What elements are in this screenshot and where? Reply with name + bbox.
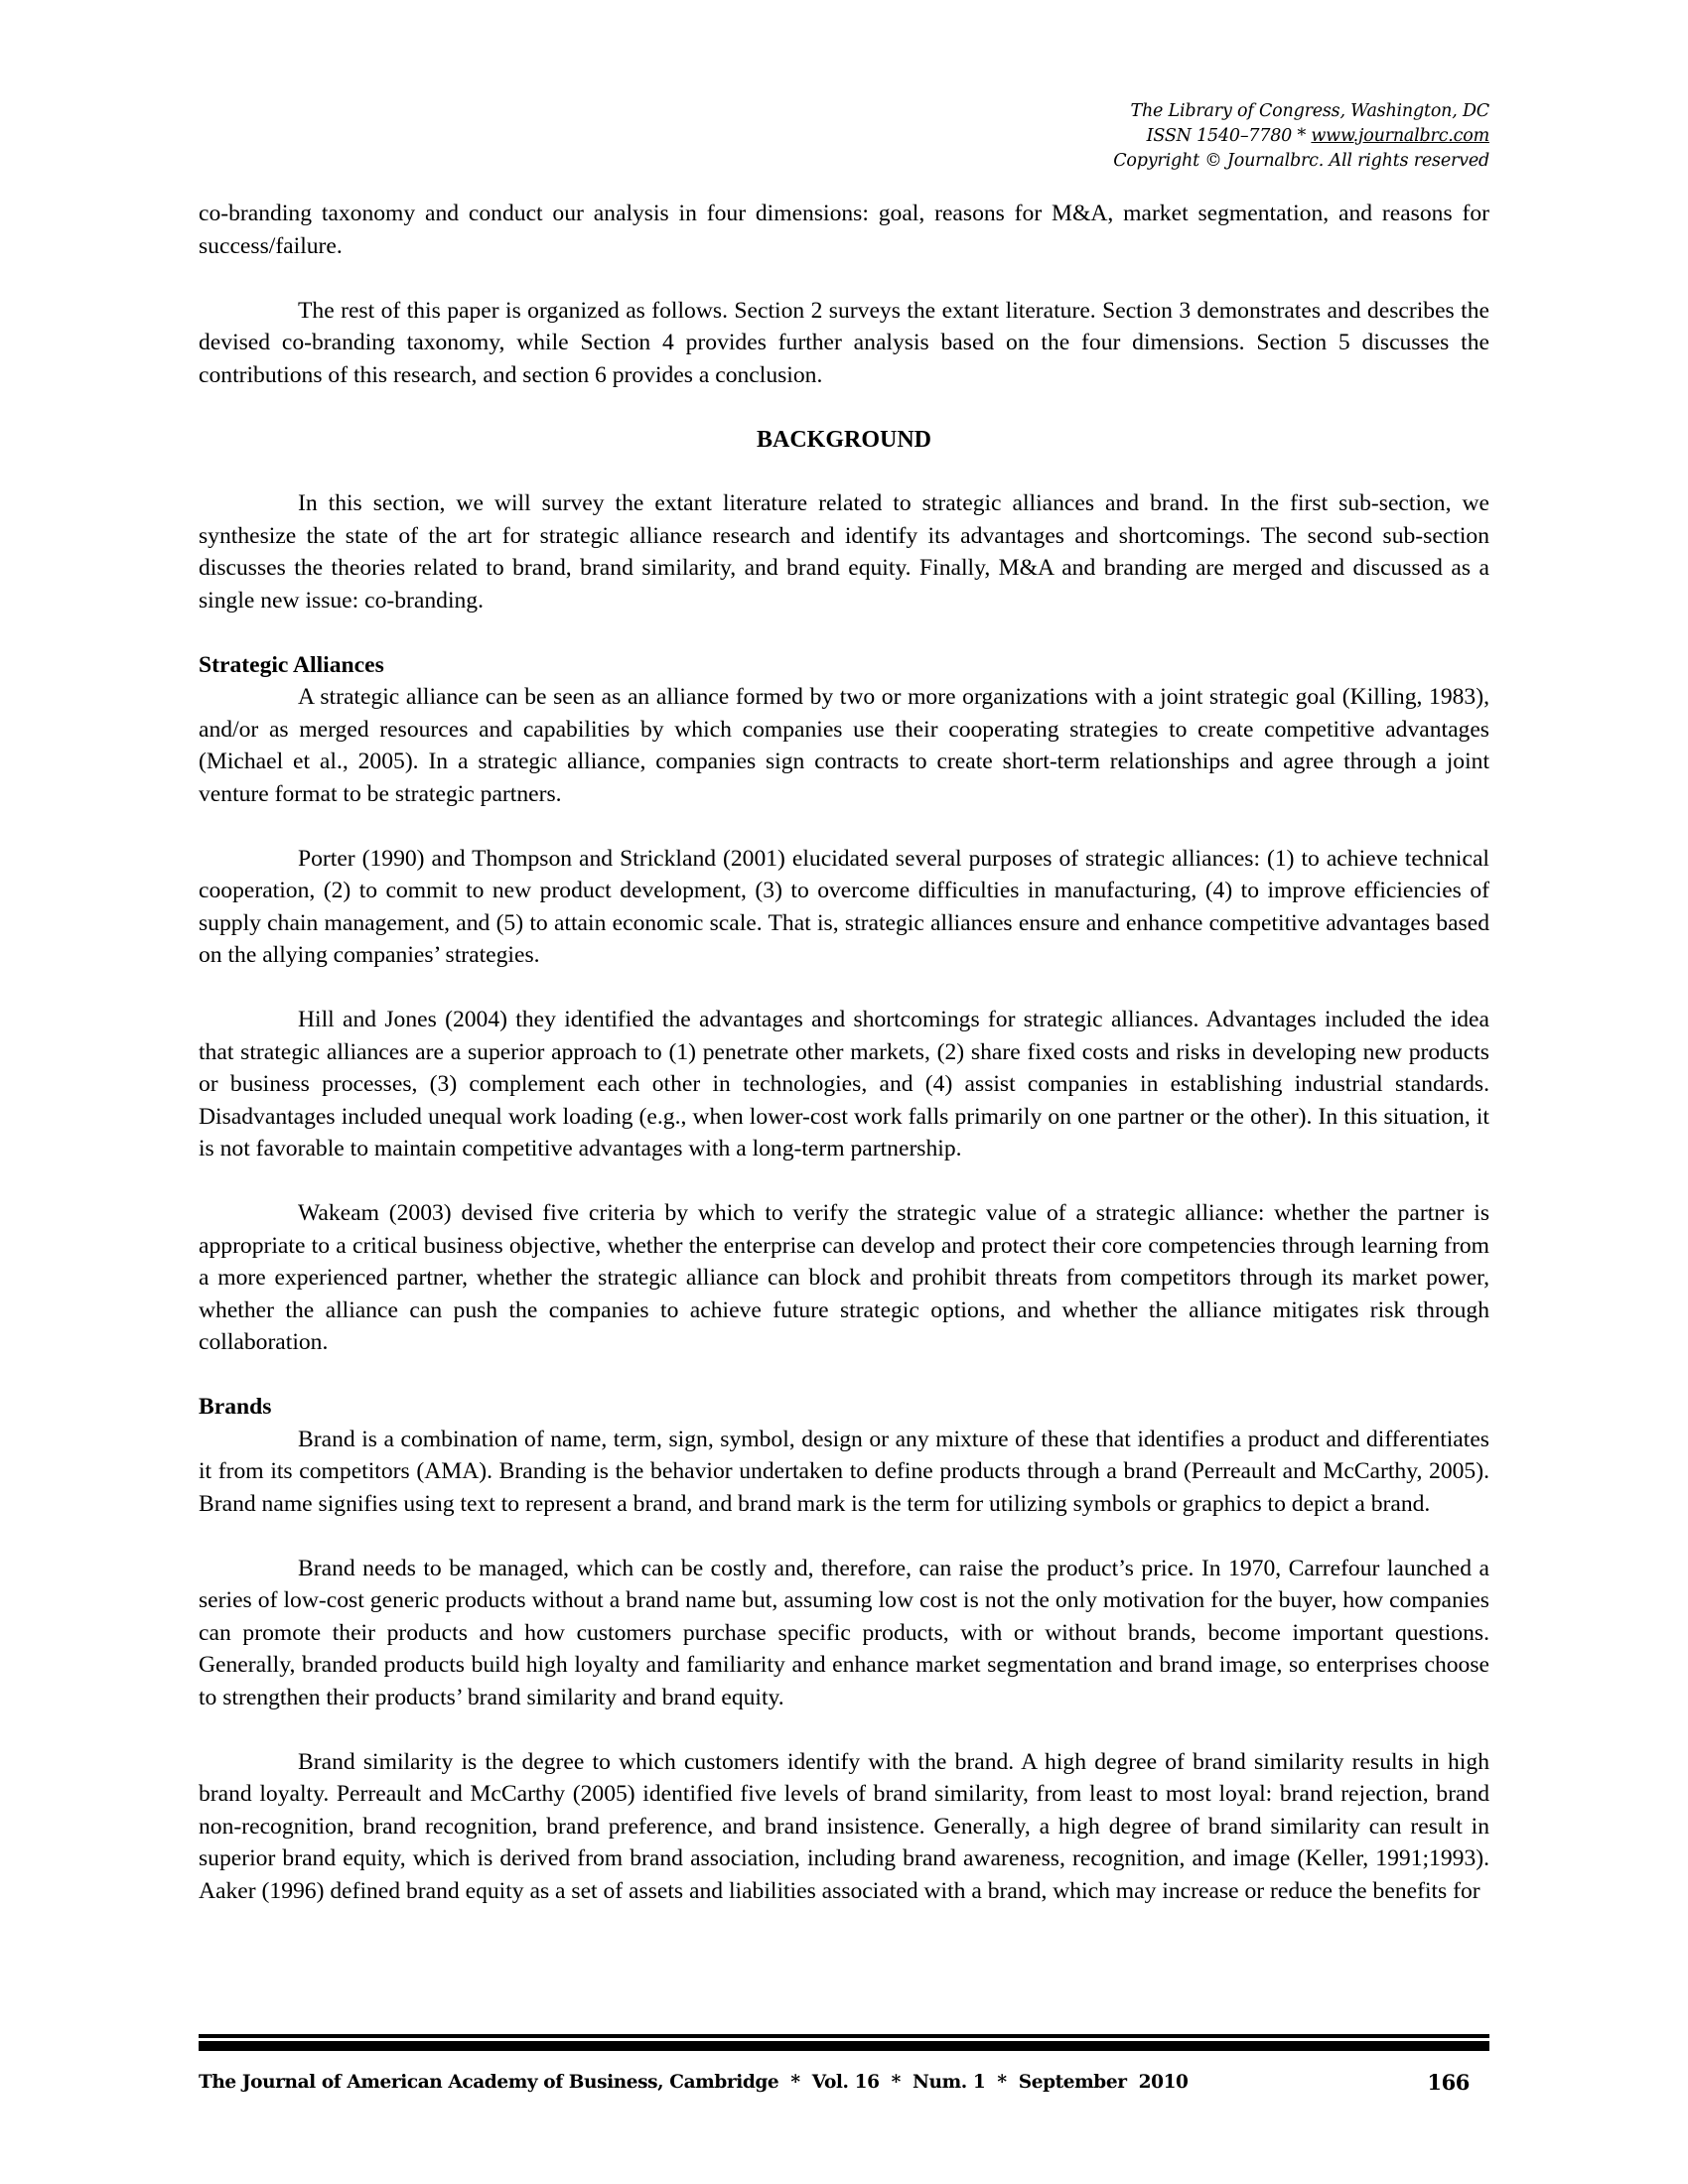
paragraph-background-intro: In this section, we will survey the extant literature related to strategic alliances and brand. In the first sub-section, we synthesize the state of the art for strategic alliance research and identify its advantages and shortcomings. The second sub-section discusses the theories related to brand, brand similarity, and brand equity. Finally, M&A and branding are merged and discussed as a single new issue: co-branding. bbox=[199, 490, 1489, 614]
header-issn: ISSN 1540–7780 * bbox=[1146, 126, 1312, 146]
subsection-heading-brands: Brands bbox=[199, 1394, 272, 1420]
paragraph-brand-similarity: Brand similarity is the degree to which customers identify with the brand. A high degree of brand similarity results in high brand loyalty. Perreault and McCarthy (2005) identified five levels of brand similarity, from least to most loyal: brand rejection, brand non-recognition, brand recognition, brand preference, and brand insistence. Generally, a high degree of brand similarity can result in superior brand equity, which is derived from brand association, including brand awareness, recognition, and image (Keller, 1991;1993). Aaker (1996) defined brand equity as a set of assets and liabilities associated with a brand, which may increase or reduce the benefits for bbox=[199, 1748, 1489, 1904]
header-library-line: The Library of Congress, Washington, DC bbox=[1130, 101, 1489, 121]
footer-rule-thick bbox=[199, 2041, 1489, 2051]
paragraph-intro-continued: co-branding taxonomy and conduct our analysis in four dimensions: goal, reasons for M&A, market segmentation, and reasons for success/failure. bbox=[199, 201, 1489, 259]
paragraph-strategic-alliance-advantages: Hill and Jones (2004) they identified the advantages and shortcomings for strategic alliances. Advantages included the idea that strategic alliances are a superior approach to (1) penetrate other markets, (2) share fixed costs and risks in developing new products or business processes, (3) complement each other in technologies, and (4) assist companies in establishing industrial standards. Disadvantages included unequal work loading (e.g., when lower-cost work falls primarily on one partner or the other). In this situation, it is not favorable to maintain competitive advantages with a long-term partnership. bbox=[199, 1007, 1489, 1161]
page-number: 166 bbox=[1427, 2070, 1470, 2095]
header-copyright-line: Copyright © Journalbrc. All rights reserved bbox=[1113, 151, 1489, 171]
running-footer bbox=[199, 2065, 1489, 2101]
section-heading-background: BACKGROUND bbox=[756, 426, 931, 453]
paragraph-strategic-alliance-definition: A strategic alliance can be seen as an alliance formed by two or more organizations with a joint strategic goal (Killing, 1983), and/or as merged resources and capabilities by which companies use their cooperating strategies to create competitive advantages (Michael et al., 2005). In a strategic alliance, companies sign contracts to create short-term relationships and agree through a joint venture format to be strategic partners. bbox=[199, 684, 1489, 807]
paragraph-brand-management: Brand needs to be managed, which can be costly and, therefore, can raise the product’s price. In 1970, Carrefour launched a series of low-cost generic products without a brand name but, assuming low cost is not the only motivation for the buyer, how companies can promote their products and how customers purchase specific products, with or without brands, become important questions. Generally, branded products build high loyalty and familiarity and enhance market segmentation and brand image, so enterprises choose to strengthen their products’ brand similarity and brand equity. bbox=[199, 1555, 1489, 1710]
footer-journal-citation: The Journal of American Academy of Business, Cambridge * Vol. 16 * Num. 1 * September 2010 bbox=[199, 2072, 1189, 2093]
subsection-heading-strategic-alliances: Strategic Alliances bbox=[199, 651, 384, 678]
header-issn-line bbox=[794, 124, 1489, 149]
paragraph-strategic-alliance-criteria: Wakeam (2003) devised five criteria by which to verify the strategic value of a strategic alliance: whether the partner is appropriate to a critical business objective, whether the enterprise can develop and protect their core competencies through learning from a more experienced partner, whether the strategic alliance can block and prohibit threats from competitors through its market power, whether the alliance can push the companies to achieve future strategic options, and whether the alliance mitigates risk through collaboration. bbox=[199, 1200, 1489, 1355]
paragraph-paper-organization: The rest of this paper is organized as follows. Section 2 surveys the extant literature. Section 3 demonstrates and describes the devised co-branding taxonomy, while Section 4 provides further analysis based on the four dimensions. Section 5 discusses the contributions of this research, and section 6 provides a conclusion. bbox=[199, 297, 1489, 388]
running-header bbox=[794, 99, 1489, 174]
body-text bbox=[199, 198, 1489, 1907]
journal-website-link[interactable]: www.journalbrc.com bbox=[1311, 126, 1489, 146]
footer-divider bbox=[199, 2034, 1489, 2051]
paragraph-strategic-alliance-purposes: Porter (1990) and Thompson and Strickland (2001) elucidated several purposes of strategic alliances: (1) to achieve technical cooperation, (2) to commit to new product development, (3) to overcome difficulties in manufacturing, (4) to improve efficiencies of supply chain management, and (5) to attain economic scale. That is, strategic alliances ensure and enhance competitive advantages based on the allying companies’ strategies. bbox=[199, 845, 1489, 968]
paragraph-brand-definition: Brand is a combination of name, term, sign, symbol, design or any mixture of these that identifies a product and differentiates it from its competitors (AMA). Branding is the behavior undertaken to define products through a brand (Perreault and McCarthy, 2005). Brand name signifies using text to represent a brand, and brand mark is the term for utilizing symbols or graphics to depict a brand. bbox=[199, 1426, 1489, 1517]
